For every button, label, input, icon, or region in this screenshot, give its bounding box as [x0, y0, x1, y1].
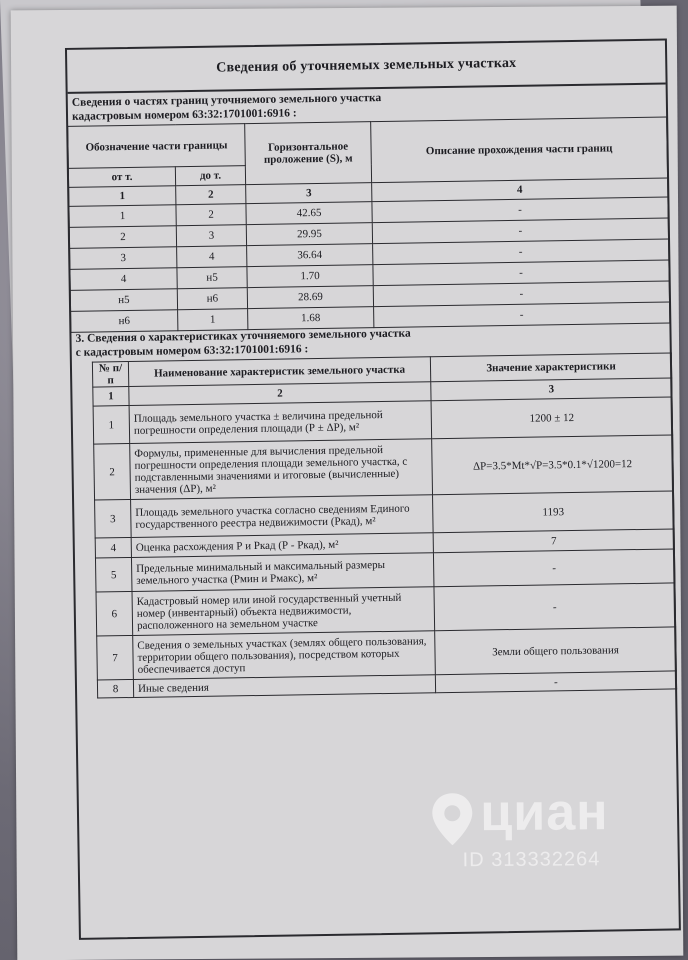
cell-num: 3: [95, 499, 132, 538]
location-pin-icon: [428, 791, 476, 847]
cell-num: 8: [97, 679, 133, 698]
col-number: 2: [129, 382, 431, 406]
cell-value: ΔР=3.5*Mt*√Р=3.5*0.1*√1200=12: [432, 435, 674, 495]
header-name: Наименование характеристик земельного участка: [128, 357, 430, 387]
cell-description: -: [373, 281, 669, 307]
watermark: [428, 782, 669, 884]
cell-to: 3: [176, 225, 246, 247]
cell-name: Кадастровый номер или иной государственный учетный номер (инвентарный) объекта недвижимости, расположенного на земельном участке: [132, 587, 435, 636]
cell-num: 6: [96, 591, 133, 636]
cell-value: 1193: [433, 491, 675, 533]
header-description: Описание прохождения части границ: [371, 117, 668, 183]
header-value: Значение характеристики: [430, 353, 671, 382]
cell-value: 7: [433, 529, 674, 553]
cell-num: 2: [94, 443, 131, 500]
cell-description: -: [373, 239, 669, 265]
cell-name: Иные сведения: [133, 675, 435, 698]
characteristics-table: [92, 352, 677, 698]
cell-from: 1: [69, 205, 176, 228]
cell-to: н6: [177, 288, 247, 310]
boundary-parts-table: [67, 117, 670, 333]
col-number: 3: [431, 378, 672, 401]
table-row: [94, 435, 674, 500]
cell-name: Площадь земельного участка ± величина предельной погрешности определения площади (Р ± ΔР), м²: [129, 401, 432, 444]
cell-length: 36.64: [247, 244, 373, 267]
cell-name: Сведения о земельных участках (землях общего пользования, территории общего пользования), посредством которых обеспечивается доступ: [133, 631, 436, 680]
cell-from: 3: [70, 247, 177, 270]
document-title: Сведения об уточняемых земельных участках: [67, 41, 666, 94]
section2-heading-line1: Сведения о частях границ уточняемого земельного участка: [71, 91, 382, 109]
cell-description: -: [374, 302, 670, 328]
cell-from: 4: [70, 268, 177, 291]
col-number: 4: [372, 178, 668, 202]
section3-heading-line2: с кадастровым номером 63:32:1701001:6916 :: [75, 343, 309, 359]
cell-num: 5: [95, 557, 132, 592]
watermark-id: ID 313332264: [462, 848, 601, 872]
col-number: 1: [69, 186, 176, 207]
cell-to: 1: [178, 309, 248, 331]
header-from: от т.: [68, 167, 175, 188]
cell-name: Формулы, примененные для вычисления предельной погрешности определения площади земельного участка, с подставленными значениями и итоговые (вычисленные) значения (ΔР), м²: [130, 439, 433, 500]
cell-value: -: [433, 549, 675, 587]
cell-length: 28.69: [247, 286, 373, 309]
cell-to: 2: [176, 204, 246, 226]
cell-name: Предельные минимальный и максимальный размеры земельного участка (Рмин и Рмакс), м²: [131, 553, 433, 592]
col-number: 1: [93, 386, 129, 406]
cell-name: Площадь земельного участка согласно сведениям Единого государственного реестра недвижимости (Ркад), м²: [131, 495, 434, 538]
cell-num: 1: [93, 405, 130, 444]
section3-heading-line1: 3. Сведения о характеристиках уточняемого земельного участка: [75, 327, 411, 345]
cell-to: н5: [177, 267, 247, 289]
cell-length: 42.65: [246, 202, 372, 225]
header-to: до т.: [175, 166, 245, 186]
cell-to: 4: [177, 246, 247, 268]
section2-heading-line2: кадастровым номером 63:32:1701001:6916 :: [71, 107, 297, 123]
cell-length: 1.68: [248, 307, 374, 330]
cell-from: 2: [69, 226, 176, 249]
cell-value: 1200 ± 12: [431, 397, 673, 439]
document-page: [11, 6, 684, 960]
cell-from: н6: [71, 310, 178, 333]
watermark-brand: циан: [480, 783, 609, 843]
cell-num: 7: [97, 635, 134, 680]
cell-length: 29.95: [246, 223, 372, 246]
table-header-row: [68, 117, 668, 168]
cell-length: 1.70: [247, 265, 373, 288]
cell-num: 4: [95, 537, 131, 558]
header-num: № п/п: [92, 362, 128, 388]
cell-value: -: [434, 583, 676, 631]
col-number: 3: [246, 183, 372, 204]
header-designation: Обозначение части границы: [68, 124, 246, 169]
cell-description: -: [372, 197, 668, 223]
cell-value: Земли общего пользования: [435, 627, 677, 675]
cell-description: -: [373, 260, 669, 286]
col-number: 2: [176, 185, 246, 205]
header-horizontal: Горизонтальное проложение (S), м: [245, 122, 372, 185]
cell-description: -: [372, 218, 668, 244]
cell-name: Оценка расхождения Р и Ркад (Р - Ркад), м²: [131, 533, 433, 558]
cell-from: н5: [70, 289, 177, 312]
cell-value: -: [435, 671, 676, 693]
